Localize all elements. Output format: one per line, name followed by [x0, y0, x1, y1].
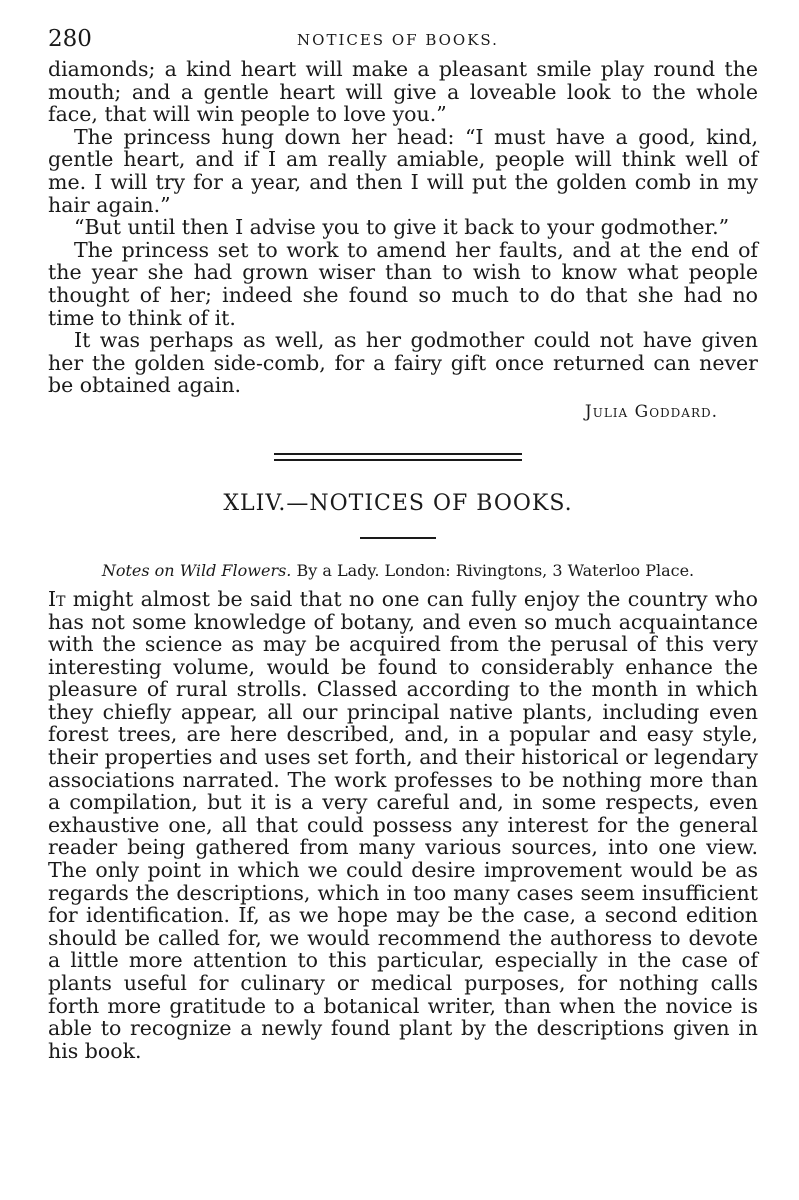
review-initial: It: [48, 586, 66, 611]
review-paragraph: [48, 588, 758, 1062]
book-reference: [38, 561, 758, 580]
story-paragraph: The princess hung down her head: “I must have a good, kind, gentle heart, and if I am really amiable, people will think well of me. I will try for a year, and then I will put the golden comb in my hair again.”: [48, 124, 758, 217]
page-header: [38, 24, 758, 58]
page-number: 280: [48, 26, 92, 52]
story-paragraph: diamonds; a kind heart will make a pleasant smile play round the mouth; and a gentle heart will give a loveable look to the whole face, that will win people to love you.”: [48, 57, 758, 127]
section-title: XLIV.—NOTICES OF BOOKS.: [223, 490, 573, 516]
review-text: might almost be said that no one can fully enjoy the country who has not some knowledge of botany, and even so much acquaintance with the science as may be acquired from the perusal of this very interesting volume, would be found to considerably enhance the pleasure of rural strolls. Classed according to the month in which they chiefly appear, all our principal native plants, including even forest trees, are here described, and, in a popular and easy style, their properties and uses set forth, and their historical or legendary associations narrated. The work professes to be nothing more than a compilation, but it is a very careful and, in some respects, even exhaustive one, all that could possess any interest for the general reader being gathered from many various sources, into one view. The only point in which we could desire improvement would be as regards the descriptions, which in too many cases seem insufficient for identification. If, as we hope may be the case, a second edition should be called for, we would recommend the authoress to devote a little more attention to this particular, especially in the case of plants useful for culinary or medical purposes, for nothing calls forth more gratitude to a botanical writer, than when the novice is able to recognize a newly found plant by the descriptions given in his book.: [48, 586, 758, 1063]
book-page: [38, 24, 758, 1062]
running-head: NOTICES OF BOOKS.: [297, 31, 499, 49]
short-rule-divider: [360, 537, 436, 539]
book-details: By a Lady. London: Rivingtons, 3 Waterloo Place.: [296, 560, 695, 580]
story-paragraph: The princess set to work to amend her faults, and at the end of the year she had grown wiser than to wish to know what people thought of her; indeed she found so much to do that she had no time to think of it.: [48, 237, 758, 330]
story-conclusion: [48, 58, 758, 397]
author-signature: Julia Goddard.: [584, 401, 718, 422]
book-title: Notes on Wild Flowers.: [101, 560, 292, 580]
story-paragraph: “But until then I advise you to give it back to your godmother.”: [74, 215, 730, 240]
book-review: [48, 588, 758, 1062]
story-paragraph: It was perhaps as well, as her godmother could not have given her the golden side-comb, for a fairy gift once returned can never be obtained again.: [48, 328, 758, 398]
double-rule-divider: [274, 453, 522, 461]
